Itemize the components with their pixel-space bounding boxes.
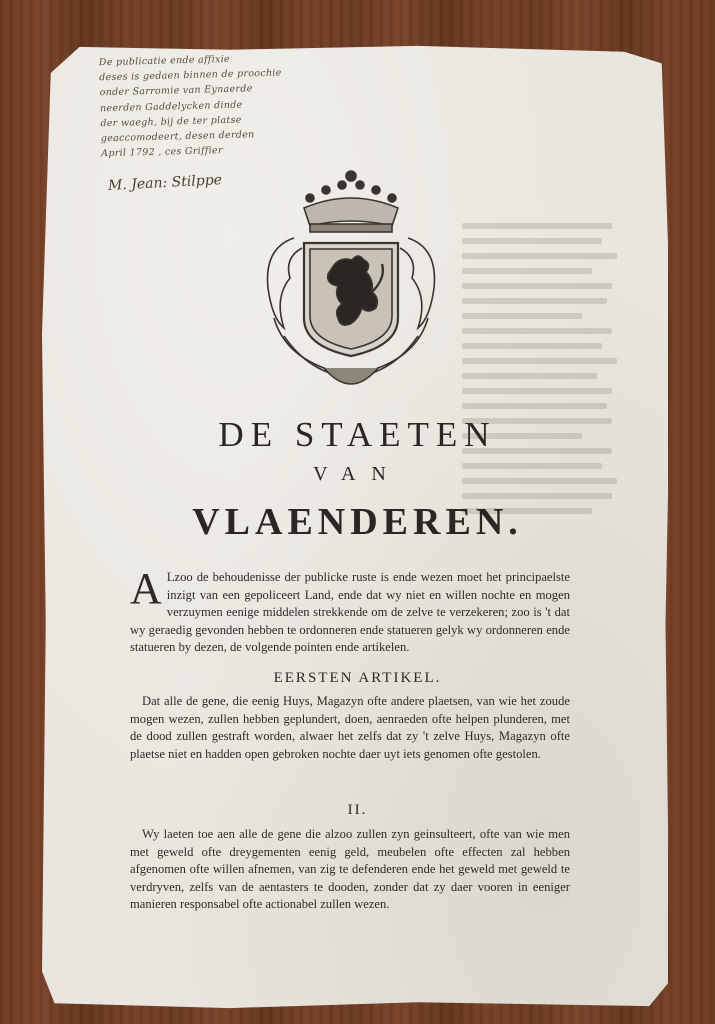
title-line-1: DE STAETEN [218,415,497,454]
handwritten-line: De publicatie ende affixie [98,53,231,69]
handwritten-line: der waegh, bij de ter platse [100,114,242,130]
handwritten-signature: M. Jean: Stilppe [107,172,223,194]
drop-cap: A [130,564,162,613]
article-1-heading: EERSTEN ARTIKEL. [273,670,442,686]
article-2-text: Wy laeten toe aen alle de gene die alzoo zullen zyn geinsulteert, ofte van wie men met geweld ofte dreygementen eenig geld, meubelen ofte effecten zal hebben afgenomen ofte willen afnemen, van zig te defenderen ende het geweld met geweld te verdryven, zelfs van de aentasters te dooden, zonder dat zy daer vooren in eeniger manieren responsabel ofte actionabel zullen wezen. [130,827,570,912]
handwritten-note [99,49,352,162]
article-2-heading: II. [347,802,368,818]
title-line-3: VLAENDEREN. [192,501,523,543]
handwritten-line: onder Sarromie van Eynaerde [99,83,253,99]
coat-of-arms-icon [254,168,448,400]
handwritten-line: April 1792 , ces Griffier [101,145,223,160]
article-1-text: Dat alle de gene, die eenig Huys, Magazyn ofte andere plaetsen, van wie het zoude mogen wezen, zullen hebben geplundert, doen, aenraeden ofte helpen plunderen, met de dood zullen gestraft worden, alwaer het zelfs dat zy 't zelve Huys, Magazyn ofte plaetse niet en hadden open gebroken nochte daer uyt iets genomen ofte gestolen. [130,694,570,761]
handwritten-line: geaccomodeert, desen derden [100,129,255,145]
intro-paragraph [130,564,570,657]
intro-text: Lzoo de behoudenisse der publicke ruste is ende wezen moet het principaelste inzigt van een gepoliceert Land, ende dat wy niet en willen nochte en mogen verzuymen eenige middelen strekkende om de zelve te verzekeren; zoo is 't dat wy geraedig gevonden hebben te ordonneren ende statueren gelyk wy ordonneren ende statueren by dezen, de volgende pointen ende artikelen. [130,570,570,655]
handwritten-line: deses is gedaen binnen de proochie [99,67,282,84]
bleed-through-text [462,214,622,544]
title-line-2: VAN [313,463,402,485]
handwritten-line: neerden Gaddelycken dinde [99,99,243,114]
